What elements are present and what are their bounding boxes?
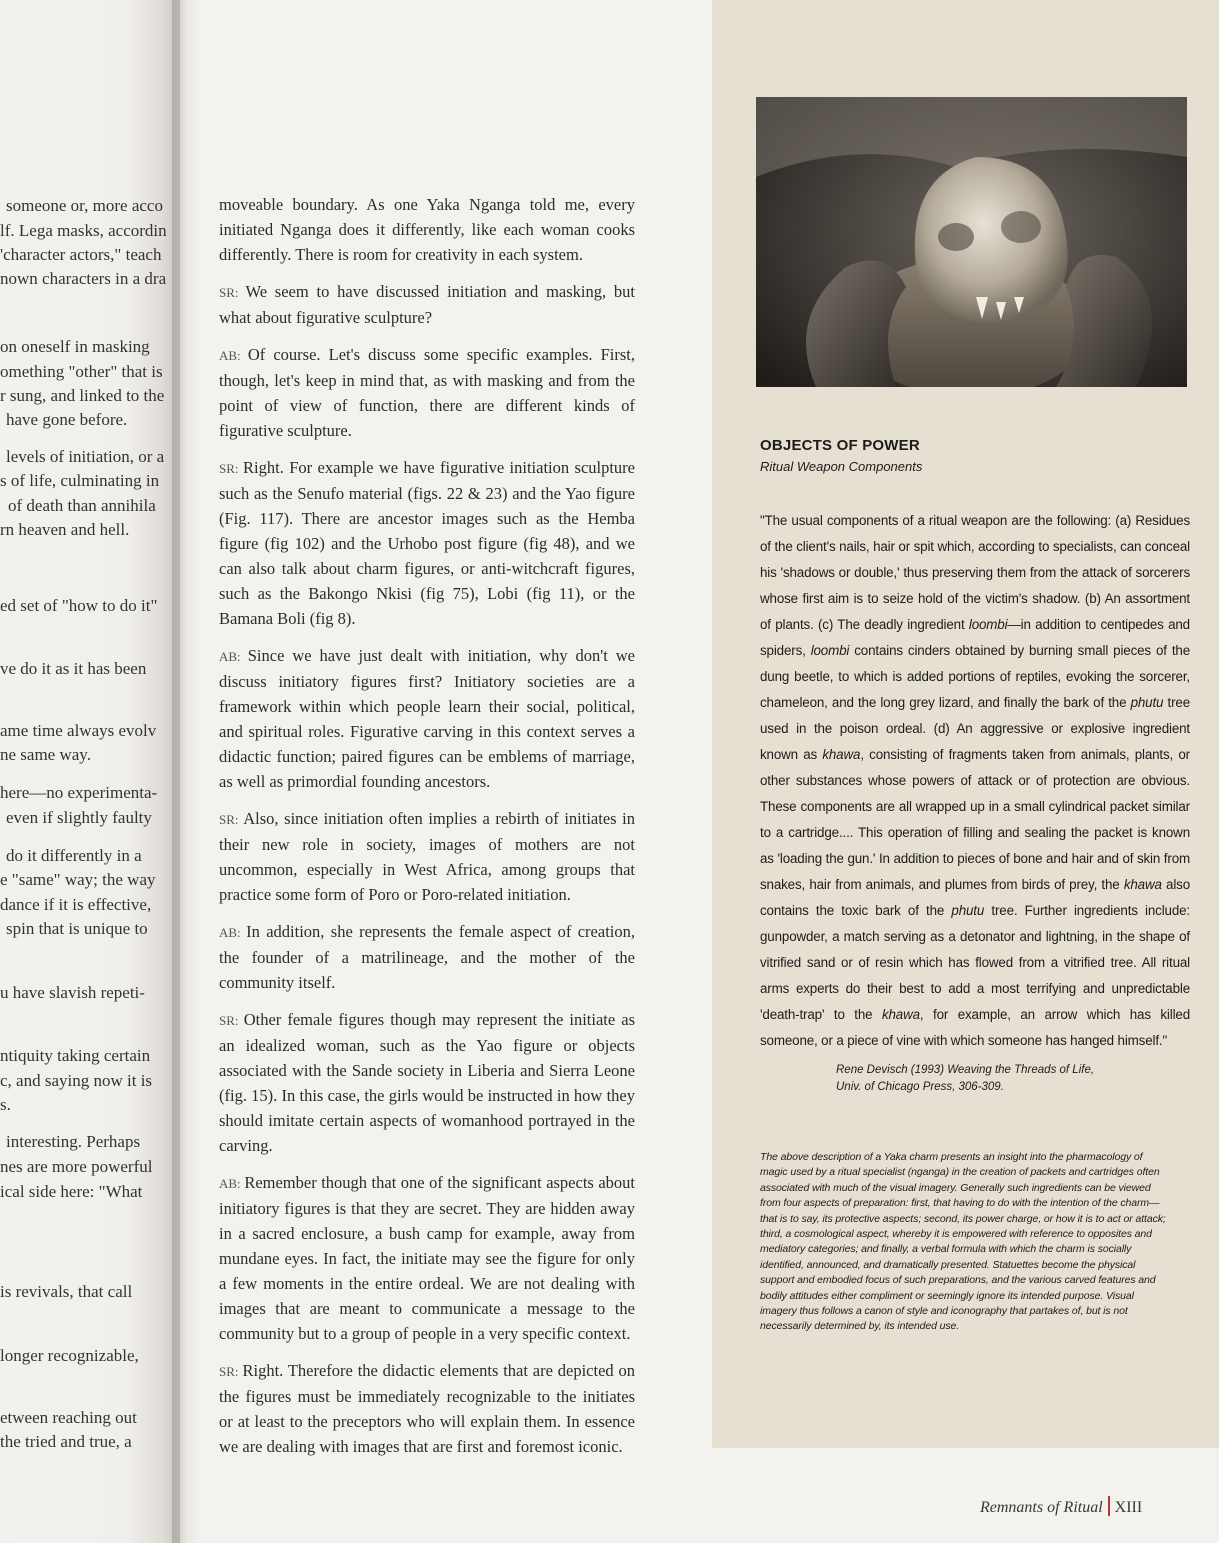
citation-line-1: Rene Devisch (1993) Weaving the Threads of Life, bbox=[836, 1064, 1095, 1076]
speaker-initials: SR: bbox=[219, 1364, 243, 1379]
charm-photo-image bbox=[756, 97, 1187, 387]
sidebar-title: OBJECTS OF POWER bbox=[760, 437, 920, 454]
footer-rule bbox=[1108, 1496, 1110, 1516]
paragraph-text: Remember though that one of the significant aspects about initiatory figures is that they are secret. They are hidden away in a sacred enclosure, a bush camp for example, away from mundane eyes. In fact, the initiate may see the figure for only a few moments in the entire ordeal. We are not dealing with images that are meant to communicate a message to the community but to a group of people in a very specific context. bbox=[219, 1173, 635, 1343]
speaker-initials: AB: bbox=[219, 925, 247, 940]
interview-paragraph bbox=[219, 279, 635, 330]
left-page-line: nes are more powerful bbox=[0, 1157, 153, 1176]
left-page-line: c, and saying now it is bbox=[0, 1071, 153, 1090]
left-page-line: r sung, and linked to the bbox=[0, 386, 165, 405]
left-page-line: spin that is unique to bbox=[6, 919, 148, 938]
left-page-line: have gone before. bbox=[6, 410, 128, 429]
italic-term: loombi bbox=[810, 643, 850, 658]
left-page-line: even if slightly faulty bbox=[6, 808, 152, 827]
speaker-initials: SR: bbox=[219, 461, 244, 476]
speaker-initials: AB: bbox=[219, 348, 248, 363]
interview-paragraph bbox=[219, 1170, 635, 1346]
interview-paragraph bbox=[219, 919, 635, 995]
left-page-line: u have slavish repeti- bbox=[0, 983, 145, 1002]
paragraph-text: Right. For example we have figurative initiation sculpture such as the Senufo material (figs. 22 & 23) and the Yao figure (Fig. 117). There are ancestor images such as the Hemba figure (fig 102) and the Urhobo post figure (fig 48), and we can also talk about charm figures, or anti-witchcraft figures, such as the Bakongo Nkisi (fig 75), Lobi (fig 11), or the Bamana Boli (fig 8). bbox=[219, 458, 636, 628]
left-page-line: 'character actors," teach bbox=[0, 245, 162, 264]
left-page-line: s. bbox=[0, 1095, 11, 1114]
left-page-line: longer recognizable, bbox=[0, 1346, 139, 1365]
left-page-line: do it differently in a bbox=[6, 846, 142, 865]
interview-paragraph bbox=[219, 192, 635, 267]
speaker-initials: AB: bbox=[219, 649, 248, 664]
paragraph-text: Since we have just dealt with initiation, why don't we discuss initiatory figures first? Initiatory societies are a framework within which people learn their social, political, and spiritual roles. Figurative carving in this context serves a didactic function; paired figures can be emblems of marriage, as well as primordial founding ancestors. bbox=[219, 646, 636, 791]
paragraph-text: moveable boundary. As one Yaka Nganga told me, every initiated Nganga does it differently, like each woman cooks differently. There is room for creativity in each system. bbox=[219, 195, 635, 264]
paragraph-text: Of course. Let's discuss some specific examples. First, though, let's keep in mind that, as with masking and from the point of view of function, there are different kinds of figurative sculpture. bbox=[219, 345, 635, 440]
left-page-line: etween reaching out bbox=[0, 1408, 137, 1427]
book-gutter bbox=[172, 0, 202, 1543]
paragraph-text: Right. Therefore the didactic elements that are depicted on the figures must be immediately recognizable to the initiates or at least to the preceptors who will explain them. In essence we are dealing with images that are first and foremost iconic. bbox=[219, 1361, 635, 1456]
paragraph-text: Also, since initiation often implies a rebirth of initiates in their new role in society, images of mothers are not uncommon, especially in West Africa, among groups that practice some form of Poro or Poro-related initiation. bbox=[219, 809, 636, 904]
left-page-line: ve do it as it has been bbox=[0, 659, 147, 678]
interview-paragraph bbox=[219, 643, 635, 794]
running-title: Remnants of Ritual bbox=[980, 1499, 1103, 1516]
italic-term: phutu bbox=[951, 903, 985, 918]
paragraph-text: In addition, she represents the female aspect of creation, the founder of a matrilineage, and the mother of the community itself. bbox=[219, 922, 635, 992]
paragraph-text: Other female figures though may represent the initiate as an idealized woman, such as the Yao figure or objects associated with the Sande society in Liberia and Sierra Leone (fig. 15). In this case, the girls would be instructed in how they should imitate certain aspects of womanhood portrayed in the carving. bbox=[219, 1010, 635, 1155]
left-page-line: rn heaven and hell. bbox=[0, 520, 130, 539]
left-page-line: ne same way. bbox=[0, 745, 91, 764]
italic-term: khawa bbox=[822, 747, 861, 762]
speaker-initials: SR: bbox=[219, 1013, 244, 1028]
left-page-line: interesting. Perhaps bbox=[6, 1132, 141, 1151]
left-page-line: ntiquity taking certain bbox=[0, 1046, 151, 1065]
left-page-line: ical side here: "What bbox=[0, 1182, 143, 1201]
charm-photograph bbox=[756, 97, 1187, 387]
left-page-line: omething "other" that is bbox=[0, 362, 163, 381]
left-page-line: here—no experimenta- bbox=[0, 783, 158, 802]
left-page-line: ame time always evolv bbox=[0, 721, 157, 740]
page-number: XIII bbox=[1114, 1499, 1143, 1516]
speaker-initials: AB: bbox=[219, 1176, 245, 1191]
left-page-line: s of life, culminating in bbox=[0, 471, 160, 490]
italic-term: loombi bbox=[968, 617, 1008, 632]
sidebar-subtitle: Ritual Weapon Components bbox=[760, 459, 923, 474]
objects-of-power-sidebar bbox=[760, 436, 1190, 1335]
left-page-line: levels of initiation, or a bbox=[6, 447, 165, 466]
interview-paragraph bbox=[219, 342, 635, 443]
left-page-line: on oneself in masking bbox=[0, 337, 150, 356]
left-page-line: e "same" way; the way bbox=[0, 870, 156, 889]
italic-term: khawa bbox=[1123, 877, 1162, 892]
sidebar-citation bbox=[836, 1062, 1190, 1096]
left-page-line: ed set of "how to do it" bbox=[0, 596, 158, 615]
left-page-line: the tried and true, a bbox=[0, 1432, 132, 1451]
left-page bbox=[0, 0, 180, 1543]
sidebar-commentary: The above description of a Yaka charm presents an insight into the pharmacology of magic used by a ritual specialist (nganga) in the creation of packets and cartridges often associated with much of the visual imagery. Generally such ingredients can be viewed from four aspects of preparation: first, that having to do with the intention of the charm—that is to say, its protective aspects; second, its power charge, or how it is to act or attack; third, a cosmological aspect, whereby it is empowered with reference to opposites and mediatory categories; and finally, a verbal formula with which the charm is socially identified, announced, and dramatically presented. Statuettes become the physical support and embodied focus of such preparations, and the various carved features and bodily attitudes either compliment or seemingly ignore its intended purpose. Visual imagery thus follows a canon of style and iconography that partakes of, but is not necessarily determined by, its intended use. bbox=[760, 1151, 1166, 1333]
interview-paragraph bbox=[219, 1007, 635, 1158]
page-footer bbox=[980, 1496, 1142, 1519]
interview-paragraph bbox=[219, 806, 635, 907]
interview-column bbox=[219, 192, 635, 1471]
interview-paragraph bbox=[219, 1358, 635, 1459]
paragraph-text: We seem to have discussed initiation and masking, but what about figurative sculpture? bbox=[219, 282, 635, 327]
interview-paragraph bbox=[219, 455, 635, 631]
left-page-line: nown characters in a dra bbox=[0, 269, 167, 288]
citation-line-2: Univ. of Chicago Press, 306-309. bbox=[836, 1081, 1004, 1093]
left-page-line: dance if it is effective, bbox=[0, 895, 152, 914]
italic-term: khawa bbox=[881, 1007, 920, 1022]
left-page-line: lf. Lega masks, accordin bbox=[0, 221, 167, 240]
sidebar-quote: "The usual components of a ritual weapon are the following: (a) Residues of the client's nails, hair or spit which, according to specialists, can conceal his 'shadows or double,' thus preserving them from the attack of sorcerers whose first aim is to seize hold of the victim's shadow. (b) An assortment of plants. (c) The deadly ingredient loombi—in addition to centipedes and spiders, loombi contains cinders obtained by burning small pieces of the dung beetle, to which is added portions of reptiles, evoking the sorcerer, chameleon, and the long grey lizard, and finally the bark of the phutu tree used in the poison ordeal. (d) An aggressive or explosive ingredient known as khawa, consisting of fragments taken from animals, plants, or other substances whose powers of attack or of protection are obvious. These components are all wrapped up in a small cylindrical packet similar to a cartridge.... This operation of filling and sealing the packet is known as 'loading the gun.' In addition to pieces of bone and hair and of skin from snakes, hair from animals, and plumes from birds of prey, the khawa also contains the toxic bark of the phutu tree. Further ingredients include: gunpowder, a match serving as a detonator and lightning, in the shape of vitrified sand or of resin which has flowed from a vitrified tree. All ritual arms experts do their best to add a most terrifying and unpredictable 'death-trap' to the khawa, for example, an arrow which has killed someone, or a piece of vine with which someone has hanged himself." bbox=[760, 513, 1191, 1048]
left-page-line: of death than annihila bbox=[8, 496, 156, 515]
italic-term: phutu bbox=[1130, 695, 1164, 710]
speaker-initials: SR: bbox=[219, 812, 244, 827]
speaker-initials: SR: bbox=[219, 285, 246, 300]
left-page-line: someone or, more acco bbox=[6, 196, 163, 215]
left-page-line: is revivals, that call bbox=[0, 1282, 133, 1301]
